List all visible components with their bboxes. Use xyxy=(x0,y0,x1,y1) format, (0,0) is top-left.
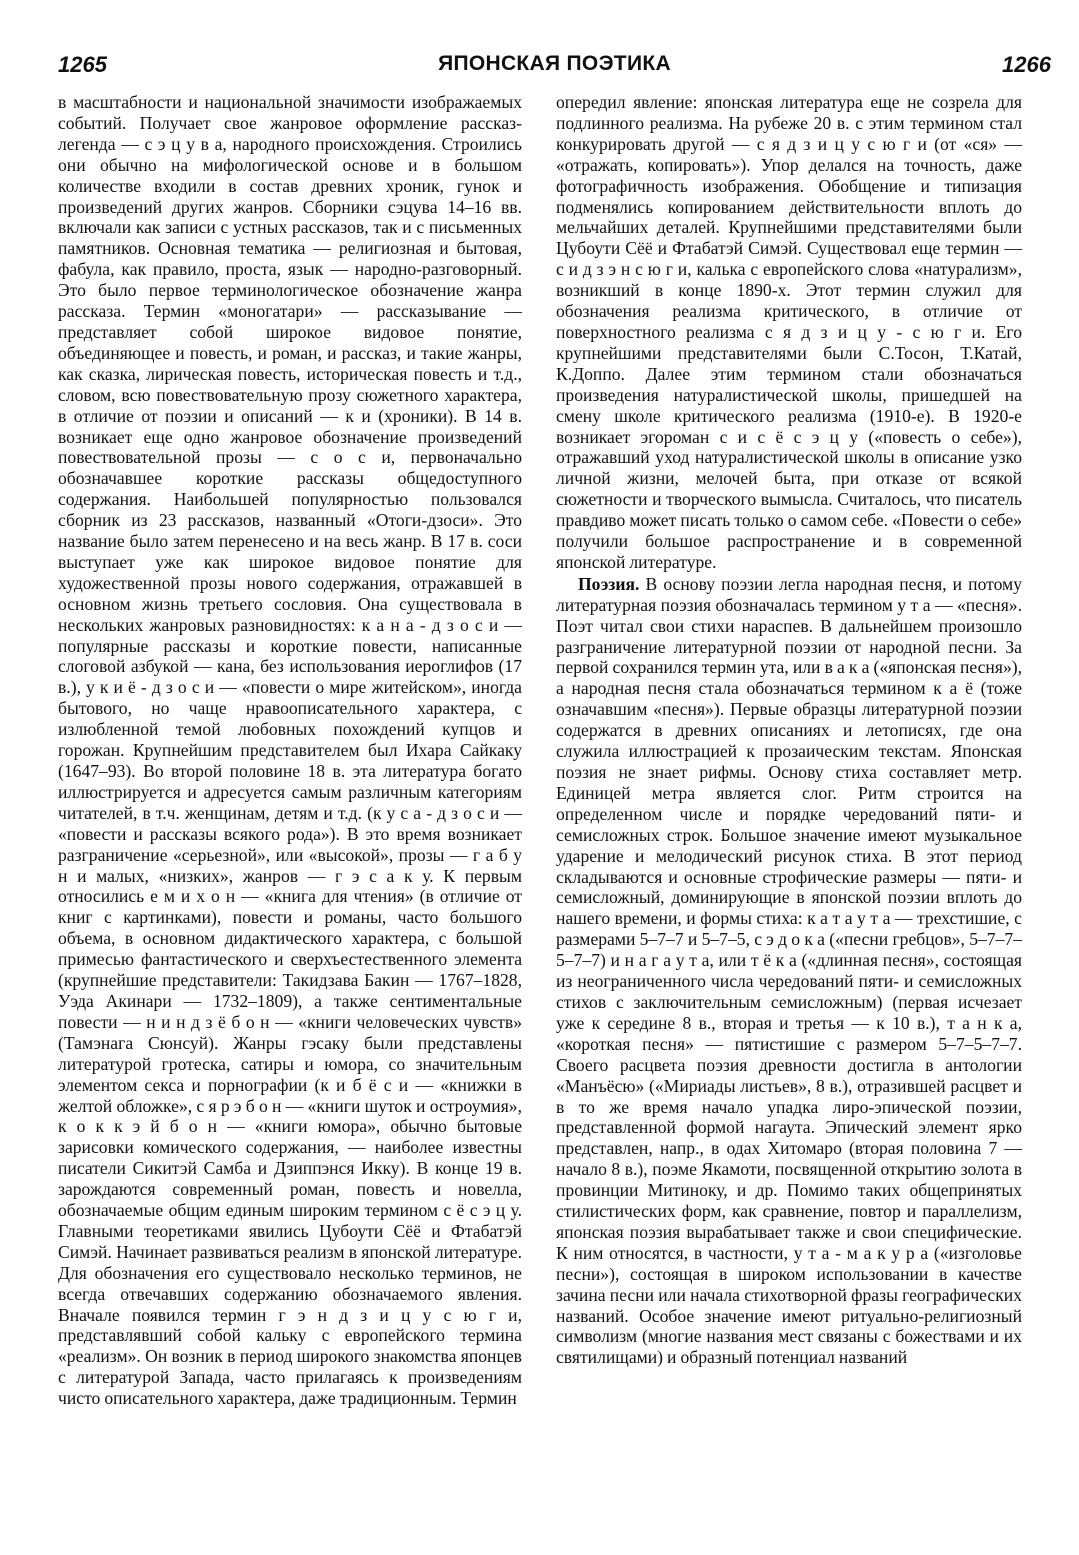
left-column-paragraph: в масштабности и национальной значимости изображаемых событий. Получает свое жанровое оформление рассказ-легенда — с э ц у в а, народного происхождения. Строились они обычно на мифологической основе и в большом количестве входили в состав древних хроник, гунок и произведений других жанров. Сборники сэцува 14–16 вв. включали как записи с устных рассказов, так и с письменных памятников. Основная тематика — религиозная и бытовая, фабула, как правило, проста, язык — народно-разговорный. Это было первое терминологическое обозначение жанра рассказа. Термин «моногатари» — рассказывание — представляет собой широкое видовое понятие, объединяющее и повесть, и роман, и рассказ, и такие жанры, как сказка, лирическая повесть, историческая повесть и т.д., словом, всю повествовательную прозу сюжетного характера, в отличие от поэзии и описаний — к и (хроники). В 14 в. возникает еще одно жанровое обозначение произведений повествовательной прозы — с о с и, первоначально обозначавшее короткие рассказы общедоступного содержания. Наибольшей популярностью пользовался сборник из 23 рассказов, названный «Отоги-дзоси». Это название было затем перенесено и на весь жанр. В 17 в. соси выступает уже как широкое видовое понятие для художественной прозы нового содержания, отражавшей в основном жизнь третьего сословия. Она существовала в нескольких жанровых разновидностях: к а н а - д з о с и — популярные рассказы и короткие повести, написанные слоговой азбукой — кана, без использования иероглифов (17 в.), у к и ё - д з о с и — «повести о мире житейском», иногда бытового, но чаще нравоописательного характера, с излюбленной темой любовных похождений купцов и горожан. Крупнейшим представителем был Ихара Сайкаку (1647–93). Во второй половине 18 в. эта литература богато иллюстрируется и адресуется самым различным категориям читателей, в т.ч. женщинам, детям и т.д. (к у с а - д з о с и — «повести и рассказы всякого рода»). В это время возникает разграничение «серьезной», или «высокой», прозы — г а б у н и малых, «низких», жанров — г э с а к у. К первым относились е м и х о н — «книга для чтения» (в отличие от книг с картинками), повести и романы, часто большого объема, в основном дидактического характера, с большой примесью фантастического и сверхъестественного элемента (крупнейшие представители: Такидзава Бакин — 1767–1828, Уэда Акинари — 1732–1809), а также сентиментальные повести — н и н д з ё б о н — «книги человеческих чувств» (Тамэнага Сюнсуй). Жанры гэсаку были представлены литературой гротеска, сатиры и юмора, со значительным элементом секса и порнографии (к и б ё с и — «книжки в желтой обложке», с я р э б о н — «книги шуток и остроумия», к о к к э й б о н — «книги юмора», обычно бытовые зарисовки комического содержания, — наиболее известны писатели Сикитэй Самба и Дзиппэнся Икку). В конце 19 в. зарождаются современный роман, повесть и новелла, обозначаемые общим единым широким термином с ё с э ц у. Главными теоретиками явились Цубоути Сёё и Фтабатэй Симэй. Начинает развиваться реализм в японской литературе. Для обозначения его существовало несколько терминов, не всегда отвечавших содержанию обозначаемого явления. Вначале появился термин г э н д з и ц у с ю г и, представлявший собой кальку с европейского термина «реализм». Он возник в период широкого знакомства японцев с литературой Запада, часто прилагаясь к произведениям чисто описательного характера, даже традиционным. Термин xyxy=(58,92,522,1409)
poetry-paragraph-text: В основу поэзии легла народная песня, и потому литературная поэзия обозначалась термином у т а — «песня». Поэт читал свои стихи нараспев. В дальнейшем произошло разграничение литературной поэзии от народной песни. За первой сохранился термин ута, или в а к а («японская песня»), а народная песня стала обозначаться термином к а ё (тоже означавшим «песня»). Первые образцы литературной поэзии содержатся в древних описаниях и летописях, где она служила иллюстрацией к прозаическим текстам. Японская поэзия не знает рифмы. Основу стиха составляет метр. Единицей метра является слог. Ритм строится на определенном числе и порядке чередований пяти- и семисложных строк. Большое значение имеют музыкальное ударение и мелодический рисунок стиха. В этот период складываются и основные строфические размеры — пяти- и семисложный, доминирующие в японской поэзии вплоть до нашего времени, и формы стиха: к а т а у т а — трехстишие, с размерами 5–7–7 и 5–7–5, с э д о к а («песни гребцов», 5–7–7–5–7–7) и н а г а у т а, или т ё к а («длинная песня», состоящая из неограниченного числа чередований пяти- и семисложных стихов с заключительным семисложным) (первая исчезает уже к середине 8 в., вторая и третья — к 10 в.), т а н к а, «короткая песня» — пятистишие с размером 5–7–5–7–7. Своего расцвета поэзия древности достигла в антологии «Манъёсю» («Мириады листьев», 8 в.), отразившей расцвет и в то же время начало упадка лиро-эпической поэзии, представленной формой нагаута. Эпический элемент ярко представлен, напр., в одах Хитомаро (вторая половина 7 — начало 8 в.), поэме Якамоти, посвященной открытию золота в провинции Митиноку, и др. Помимо таких общепринятых стилистических форм, как сравнение, повтор и параллелизм, японская поэзия вырабатывает также и свои специфические. К ним относятся, в частности, у т а - м а к у р а («изголовье песни»), состоящая в широком использовании в качестве зачина песни или начала стихотворной фразы географических названий. Особое значение имеют ритуально-религиозный символизм (многие названия мест связаны с божествами и их святилищами) и образный потенциал названий xyxy=(556,573,1022,1368)
running-title: ЯПОНСКАЯ ПОЭТИКА xyxy=(438,52,671,75)
left-column xyxy=(58,92,522,1409)
section-heading-poetry: Поэзия. xyxy=(578,573,640,594)
page-number-left: 1265 xyxy=(58,52,107,77)
right-column-paragraph: опередил явление: японская литература еще не созрела для подлинного реализма. На рубеже 20 в. с этим термином стал конкурировать другой — с я д з и ц у с ю г и (от «ся» — «отражать, копировать»). Упор делался на точность, даже фотографичность изображения. Обобщение и типизация подменялись копированием действительности вплоть до мельчайших деталей. Крупнейшими представителями были Цубоути Сёё и Фтабатэй Симэй. Существовал еще термин — с и д з э н с ю г и, калька с европейского слова «натурализм», возникший в конце 1890-х. Этот термин служил для обозначения реализма критического, в отличие от поверхностного реализма с я д з и ц у - с ю г и. Его крупнейшими представителями были С.Тосон, Т.Катай, К.Доппо. Далее этим термином стали обозначаться произведения натуралистической школы, пришедшей на смену школе критического реализма (1910-е). В 1920-е возникает эгороман с и с ё с э ц у («повесть о себе»), отражавший уход натуралистической школы в описание узко личной жизни, мелочей быта, при отказе от всякой сюжетности и творческого вымысла. Считалось, что писатель правдиво может писать только о самом себе. «Повести о себе» получили большое распространение и в современной японской литературе. xyxy=(556,92,1022,572)
right-column xyxy=(556,92,1022,1368)
page-number-right: 1266 xyxy=(1002,52,1051,77)
poetry-paragraph xyxy=(556,574,1022,1368)
page-header xyxy=(58,52,1051,86)
